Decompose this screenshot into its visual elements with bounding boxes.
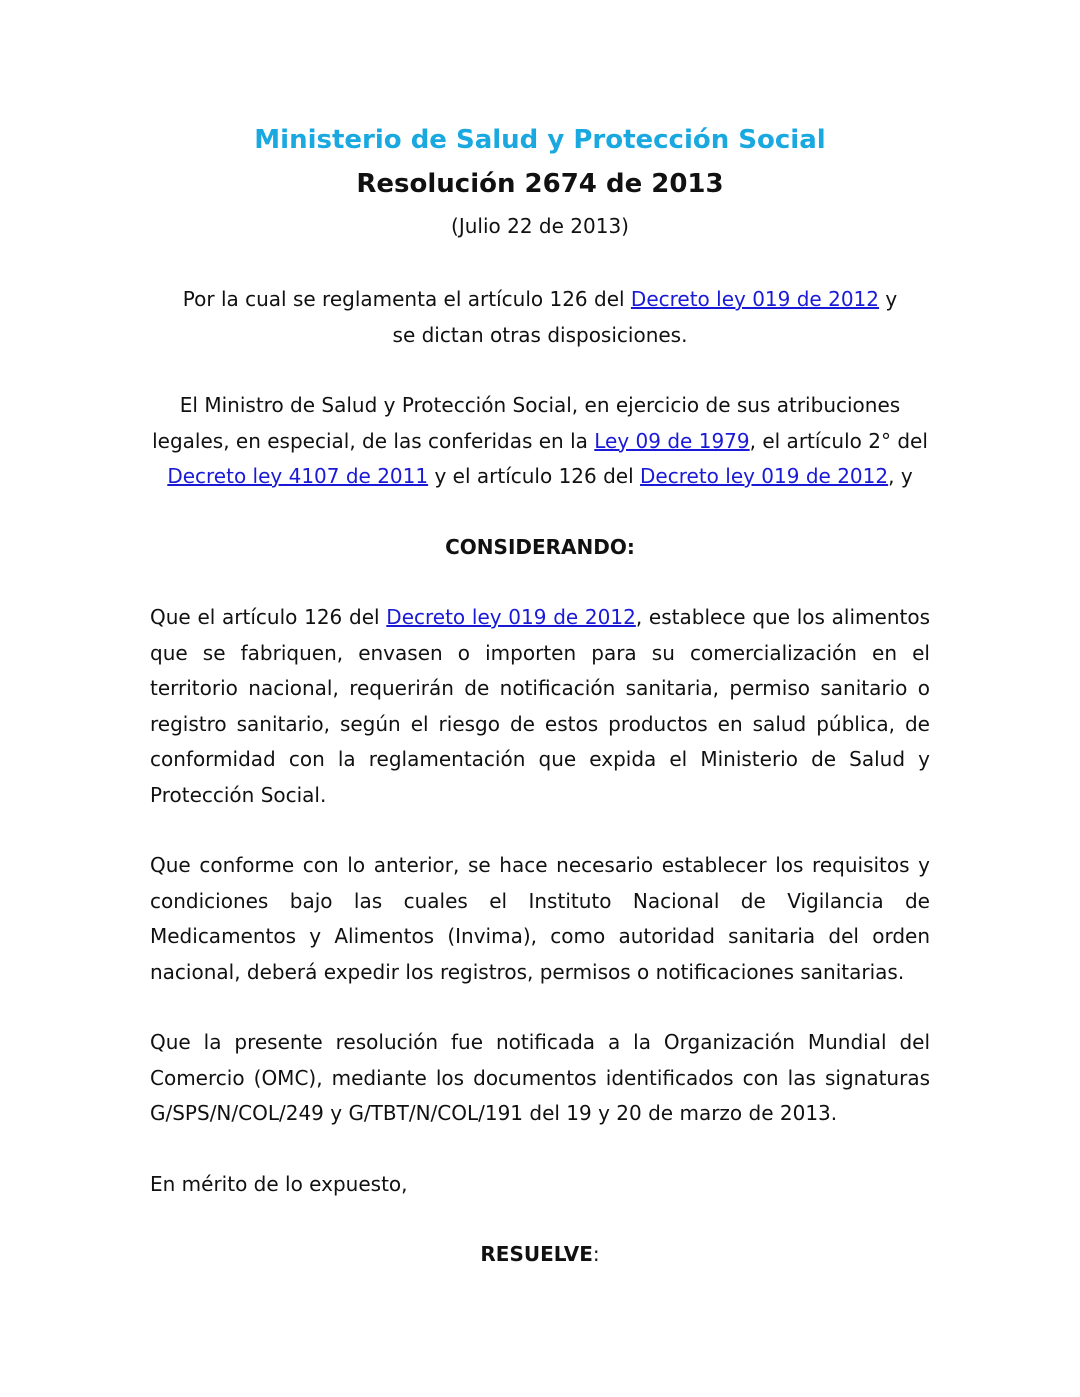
link-decreto-019-intro[interactable]: Decreto ley 019 de 2012 [630, 287, 879, 311]
considerando-paragraph-2: Que conforme con lo anterior, se hace necesario establecer los requisitos y condiciones bajo las cuales el Instituto Nacional de Vigilancia de Medicamentos y Alimentos (Invima), como autoridad sanitaria del orden nacional, deberá expedir los registros, permisos o notificaciones sanitarias. [150, 853, 930, 984]
link-decreto-019-considerando[interactable]: Decreto ley 019 de 2012 [386, 605, 636, 629]
link-decreto-4107[interactable]: Decreto ley 4107 de 2011 [167, 464, 429, 488]
resolution-date: (Julio 22 de 2013) [451, 214, 629, 238]
considerando-p1-text-2: , establece que los alimentos que se fabriquen, envasen o importen para su comercialización en el territorio nacional, requerirán de notificación sanitaria, permiso sanitario o registro sanitario, según el riesgo de estos productos en salud pública, de conformidad con la reglamentación que expida el Ministerio de Salud y Protección Social. [150, 605, 931, 807]
preamble-text-4: , y [888, 464, 913, 488]
link-ley-09-1979[interactable]: Ley 09 de 1979 [594, 428, 750, 453]
intro-text-1: Por la cual se reglamenta el artículo 126 del [182, 287, 631, 311]
ministry-title: Ministerio de Salud y Protección Social [254, 125, 826, 155]
preamble-text-2: , el artículo 2° del [749, 428, 928, 453]
preamble-text-3: y el artículo 126 del [428, 464, 641, 488]
link-decreto-019-preamble[interactable]: Decreto ley 019 de 2012 [640, 464, 889, 488]
considerando-paragraph-1 [150, 600, 930, 813]
preamble-paragraph [150, 388, 930, 495]
considerando-paragraph-3: Que la presente resolución fue notificada a la Organización Mundial del Comercio (OMC), mediante los documentos identificados con las signaturas G/SPS/N/COL/249 y G/TBT/N/COL/191 del 19 y 20 de marzo de 2013. [150, 1030, 930, 1125]
intro-text-2: y se dictan otras disposiciones. [392, 287, 898, 347]
resuelve-heading-text: RESUELVE [480, 1242, 593, 1266]
preamble-text-1: El Ministro de Salud y Protección Social, en ejercicio de sus atribuciones legales, en especial, de las conferidas en la [152, 393, 901, 453]
resolution-title: Resolución 2674 de 2013 [356, 169, 724, 199]
considerando-paragraph-4: En mérito de lo expuesto, [150, 1171, 408, 1196]
considerando-p1-text-1: Que el artículo 126 del [150, 605, 387, 629]
document-page [150, 118, 930, 1273]
considerando-heading: CONSIDERANDO: [445, 534, 635, 559]
intro-paragraph [150, 282, 930, 353]
resuelve-heading [150, 1237, 930, 1273]
resuelve-colon: : [592, 1242, 600, 1266]
